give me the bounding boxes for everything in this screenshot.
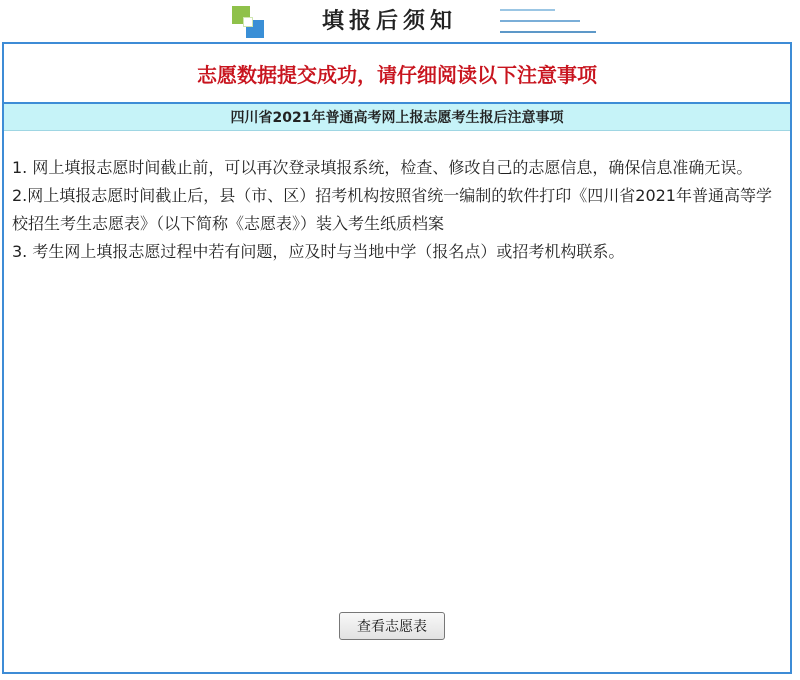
logo-squares-icon	[232, 6, 268, 38]
page-header	[0, 0, 800, 42]
notice-panel	[2, 42, 792, 674]
view-application-form-button[interactable]: 查看志愿表	[339, 612, 445, 640]
submission-success-notice: 志愿数据提交成功，请仔细阅读以下注意事项	[4, 44, 790, 104]
page-title: 填报后须知	[322, 9, 458, 34]
notice-content	[12, 154, 782, 266]
notice-item: 1. 网上填报志愿时间截止前，可以再次登录填报系统，检查、修改自己的志愿信息，确保信息准确无误。	[12, 158, 753, 177]
notice-item: 2.网上填报志愿时间截止后，县（市、区）招考机构按照省统一编制的软件打印《四川省2021年普通高等学校招生考生志愿表》（以下简称《志愿表》）装入考生纸质档案	[12, 186, 772, 233]
notice-subtitle: 四川省2021年普通高考网上报志愿考生报后注意事项	[4, 104, 790, 131]
notice-item: 3. 考生网上填报志愿过程中若有问题，应及时与当地中学（报名点）或招考机构联系。	[12, 242, 625, 261]
decorative-lines	[500, 9, 596, 35]
